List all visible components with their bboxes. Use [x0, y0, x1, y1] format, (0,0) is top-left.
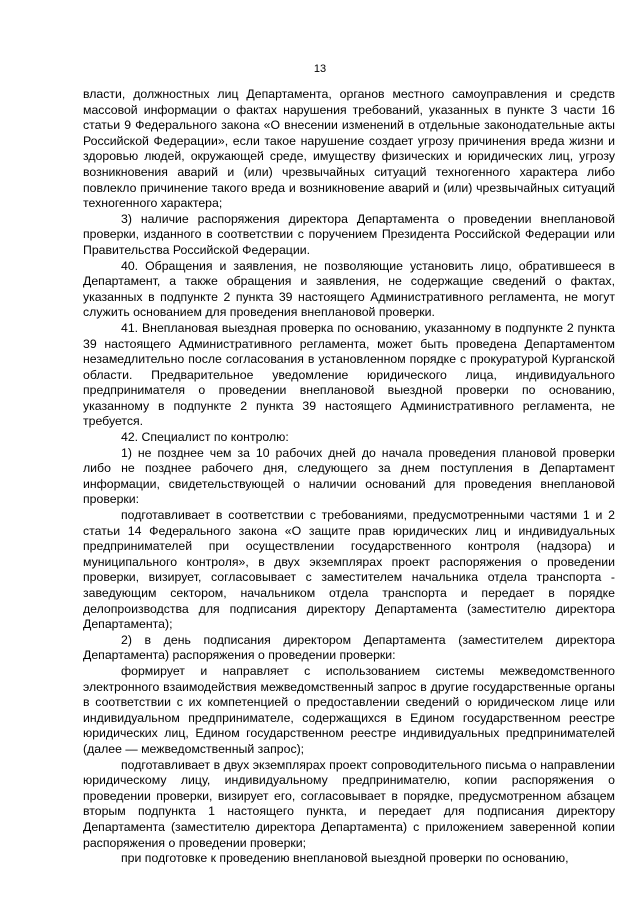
paragraph-42-item-2-unscheduled: при подготовке к проведению внеплановой выездной проверки по основанию,	[121, 851, 569, 866]
paragraph-42-item-1: 1) не позднее чем за 10 рабочих дней до начала проведения плановой проверки либо не позднее рабочего дня, следующего за днем поступления в Департамент информации, свидетельствующей о наличии оснований для проведения внеплановой проверки:	[83, 445, 615, 507]
paragraph-42-item-2-request: формирует и направляет с использованием системы межведомственного электронного взаимодействия межведомственный запрос в другие государственные органы в соответствии с их компетенцией о предоставлении сведений о юридическом лице или индивидуальном предпринимателе, содержащихся в Едином государственном реестре юридических лиц, Едином государственном реестре индивидуальных предпринимателей (далее — межведомственный запрос);	[83, 663, 615, 756]
paragraph-42-item-2: 2) в день подписания директором Департамента (заместителем директора Департамента) распоряжения о проведении проверки:	[83, 632, 615, 663]
paragraph-42-item-1-prepare: подготавливает в соответствии с требованиями, предусмотренными частями 1 и 2 статьи 14 Федерального закона «О защите прав юридических лиц и индивидуальных предпринимателей при осуществлении государственного контроля (надзора) и муниципального контроля», в двух экземплярах проект распоряжения о проведении проверки, визирует, согласовывает с заместителем начальника отдела транспорта - заведующим сектором, начальником отдела транспорта и передает в порядке делопроизводства для подписания директору Департамента (заместителю директора Департамента);	[83, 508, 615, 632]
document-body	[83, 87, 615, 867]
paragraph-item-3: 3) наличие распоряжения директора Департамента о проведении внеплановой проверки, изданного в соответствии с поручением Президента Российской Федерации или Правительства Российской Федерации.	[83, 211, 615, 257]
paragraph-continuation: власти, должностных лиц Департамента, органов местного самоуправления и средств массовой информации о фактах нарушения требований, указанных в пункте 3 части 16 статьи 9 Федерального закона «О внесении изменений в отдельные законодательные акты Российской Федерации», если такое нарушение создает угрозу причинения вреда жизни и здоровью людей, окружающей среде, имуществу физических и юридических лиц, угрозу возникновения аварий и (или) чрезвычайных ситуаций техногенного характера либо повлекло причинение такого вреда и возникновение аварий и (или) чрезвычайных ситуаций техногенного характера;	[83, 87, 615, 211]
paragraph-42-item-2-letter: подготавливает в двух экземплярах проект сопроводительного письма о направлении юридическому лицу, индивидуальному предпринимателю, копии распоряжения о проведении проверки, визирует его, согласовывает в порядке, предусмотренном абзацем вторым подпункта 1 настоящего пункта, и передает для подписания директору Департамента (заместителю директора Департамента) с приложением заверенной копии распоряжения о проведении проверки;	[83, 757, 615, 850]
paragraph-41: 41. Внеплановая выездная проверка по основанию, указанному в подпункте 2 пункта 39 настоящего Административного регламента, может быть проведена Департаментом незамедлительно после согласования в установленном порядке с прокуратурой Курганской области. Предварительное уведомление юридического лица, индивидуального предпринимателя о проведении внеплановой выездной проверки по основанию, указанному в подпункте 2 пункта 39 настоящего Административного регламента, не требуется.	[83, 320, 615, 429]
paragraph-40: 40. Обращения и заявления, не позволяющие установить лицо, обратившееся в Департамент, а также обращения и заявления, не содержащие сведений о фактах, указанных в подпункте 2 пункта 39 настоящего Административного регламента, не могут служить основанием для проведения внеплановой проверки.	[83, 258, 615, 320]
page-number: 13	[313, 63, 327, 75]
paragraph-42: 42. Специалист по контролю:	[121, 430, 289, 445]
